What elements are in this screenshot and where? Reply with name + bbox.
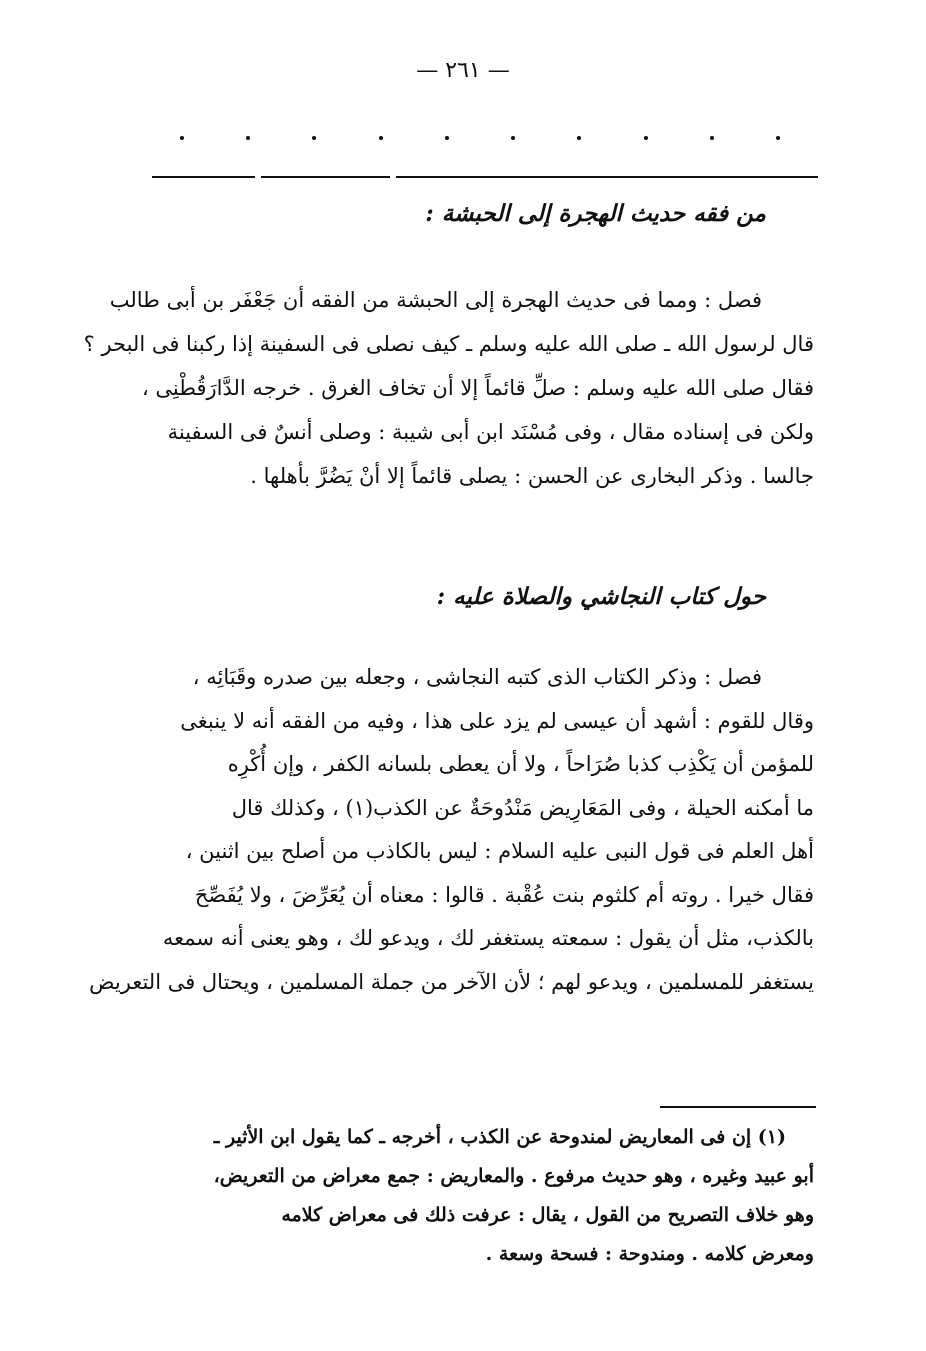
rule-gap [255, 175, 261, 180]
text-line: وقال للقوم : أشهد أن عيسى لم يزد على هذا ، وفيه من الفقه أنه لا ينبغى [180, 708, 814, 733]
text-line: فصل : ومما فى حديث الهجرة إلى الحبشة من الفقه أن جَعْفَر بن أبى طالب [109, 288, 762, 312]
text-line: فقال خيرا . روته أم كلثوم بنت عُقْبة . قالوا : معناه أن يُعَرِّضَ ، ولا يُفَصِّحَ [194, 882, 814, 907]
text-line: بالكذب، مثل أن يقول : سمعته يستغفر لك ، ويدعو لك ، وهو يعنى أنه سمعه [162, 926, 814, 950]
dot [312, 136, 316, 140]
footnote-line: أبو عبيد وغيره ، وهو حديث مرفوع . والمعاريض : جمع معراض من التعريض، [213, 1165, 814, 1187]
paragraph-najashi [89, 656, 814, 1004]
footnote-divider-rule [660, 1106, 816, 1108]
text-line: ولكن فى إسناده مقال ، وفى مُسْنَد ابن أبى شيبة : وصلى أنسٌ فى السفينة [167, 420, 814, 444]
footnote-line: (١) إن فى المعاريض لمندوحة عن الكذب ، أخرجه ـ كما يقول ابن الأثير ـ [213, 1126, 786, 1148]
footnote-line: ومعرض كلامه . ومندوحة : فسحة وسعة . [485, 1243, 814, 1265]
text-line: فقال صلى الله عليه وسلم : صلِّ قائماً إلا أن تخاف الغرق . خرجه الدَّارَقُطْنِى ، [141, 376, 814, 400]
section-heading-najashi: حول كتاب النجاشي والصلاة عليه : [436, 583, 766, 610]
text-line: يستغفر للمسلمين ، ويدعو لهم ؛ لأن الآخر من جملة المسلمين ، ويحتال فى التعريض [89, 969, 814, 994]
dot [511, 136, 515, 140]
footnote-line: وهو خلاف التصريح من القول ، يقال : عرفت ذلك فى معراض كلامه [281, 1204, 814, 1226]
text-line: فصل : وذكر الكتاب الذى كتبه النجاشى ، وجعله بين صدره وقَبَائِه ، [192, 665, 762, 689]
page-number: — ٢٦١ — [416, 58, 510, 83]
text-line: ما أمكنه الحيلة ، وفى المَعَارِيض مَنْدُوحَةٌ عن الكذب(١) ، وكذلك قال [231, 795, 814, 820]
dot [180, 136, 184, 140]
dot [246, 136, 250, 140]
dot [577, 136, 581, 140]
dot [445, 136, 449, 140]
text-line: قال لرسول الله ـ صلى الله عليه وسلم ـ كيف نصلى فى السفينة إذا ركبنا فى البحر ؟ [83, 332, 814, 356]
paragraph-hijra [83, 278, 814, 498]
dot [644, 136, 648, 140]
footnote [160, 1118, 814, 1274]
dot [379, 136, 383, 140]
ellipsis-dots-separator [180, 136, 780, 140]
rule-gap [390, 175, 396, 180]
dot [776, 136, 780, 140]
text-line: للمؤمن أن يَكْذِب كذبا صُرَاحاً ، ولا أن يعطى بلسانه الكفر ، وإن أُكْرِه [227, 752, 814, 776]
top-divider-rule [152, 176, 818, 178]
text-line: جالسا . وذكر البخارى عن الحسن : يصلى قائماً إلا أنْ يَضُرَّ بأهلها . [250, 464, 814, 488]
text-line: أهل العلم فى قول النبى عليه السلام : ليس بالكاذب من أصلح بين اثنين ، [185, 839, 814, 863]
section-heading-hijra: من فقه حديث الهجرة إلى الحبشة : [425, 200, 766, 227]
dot [710, 136, 714, 140]
